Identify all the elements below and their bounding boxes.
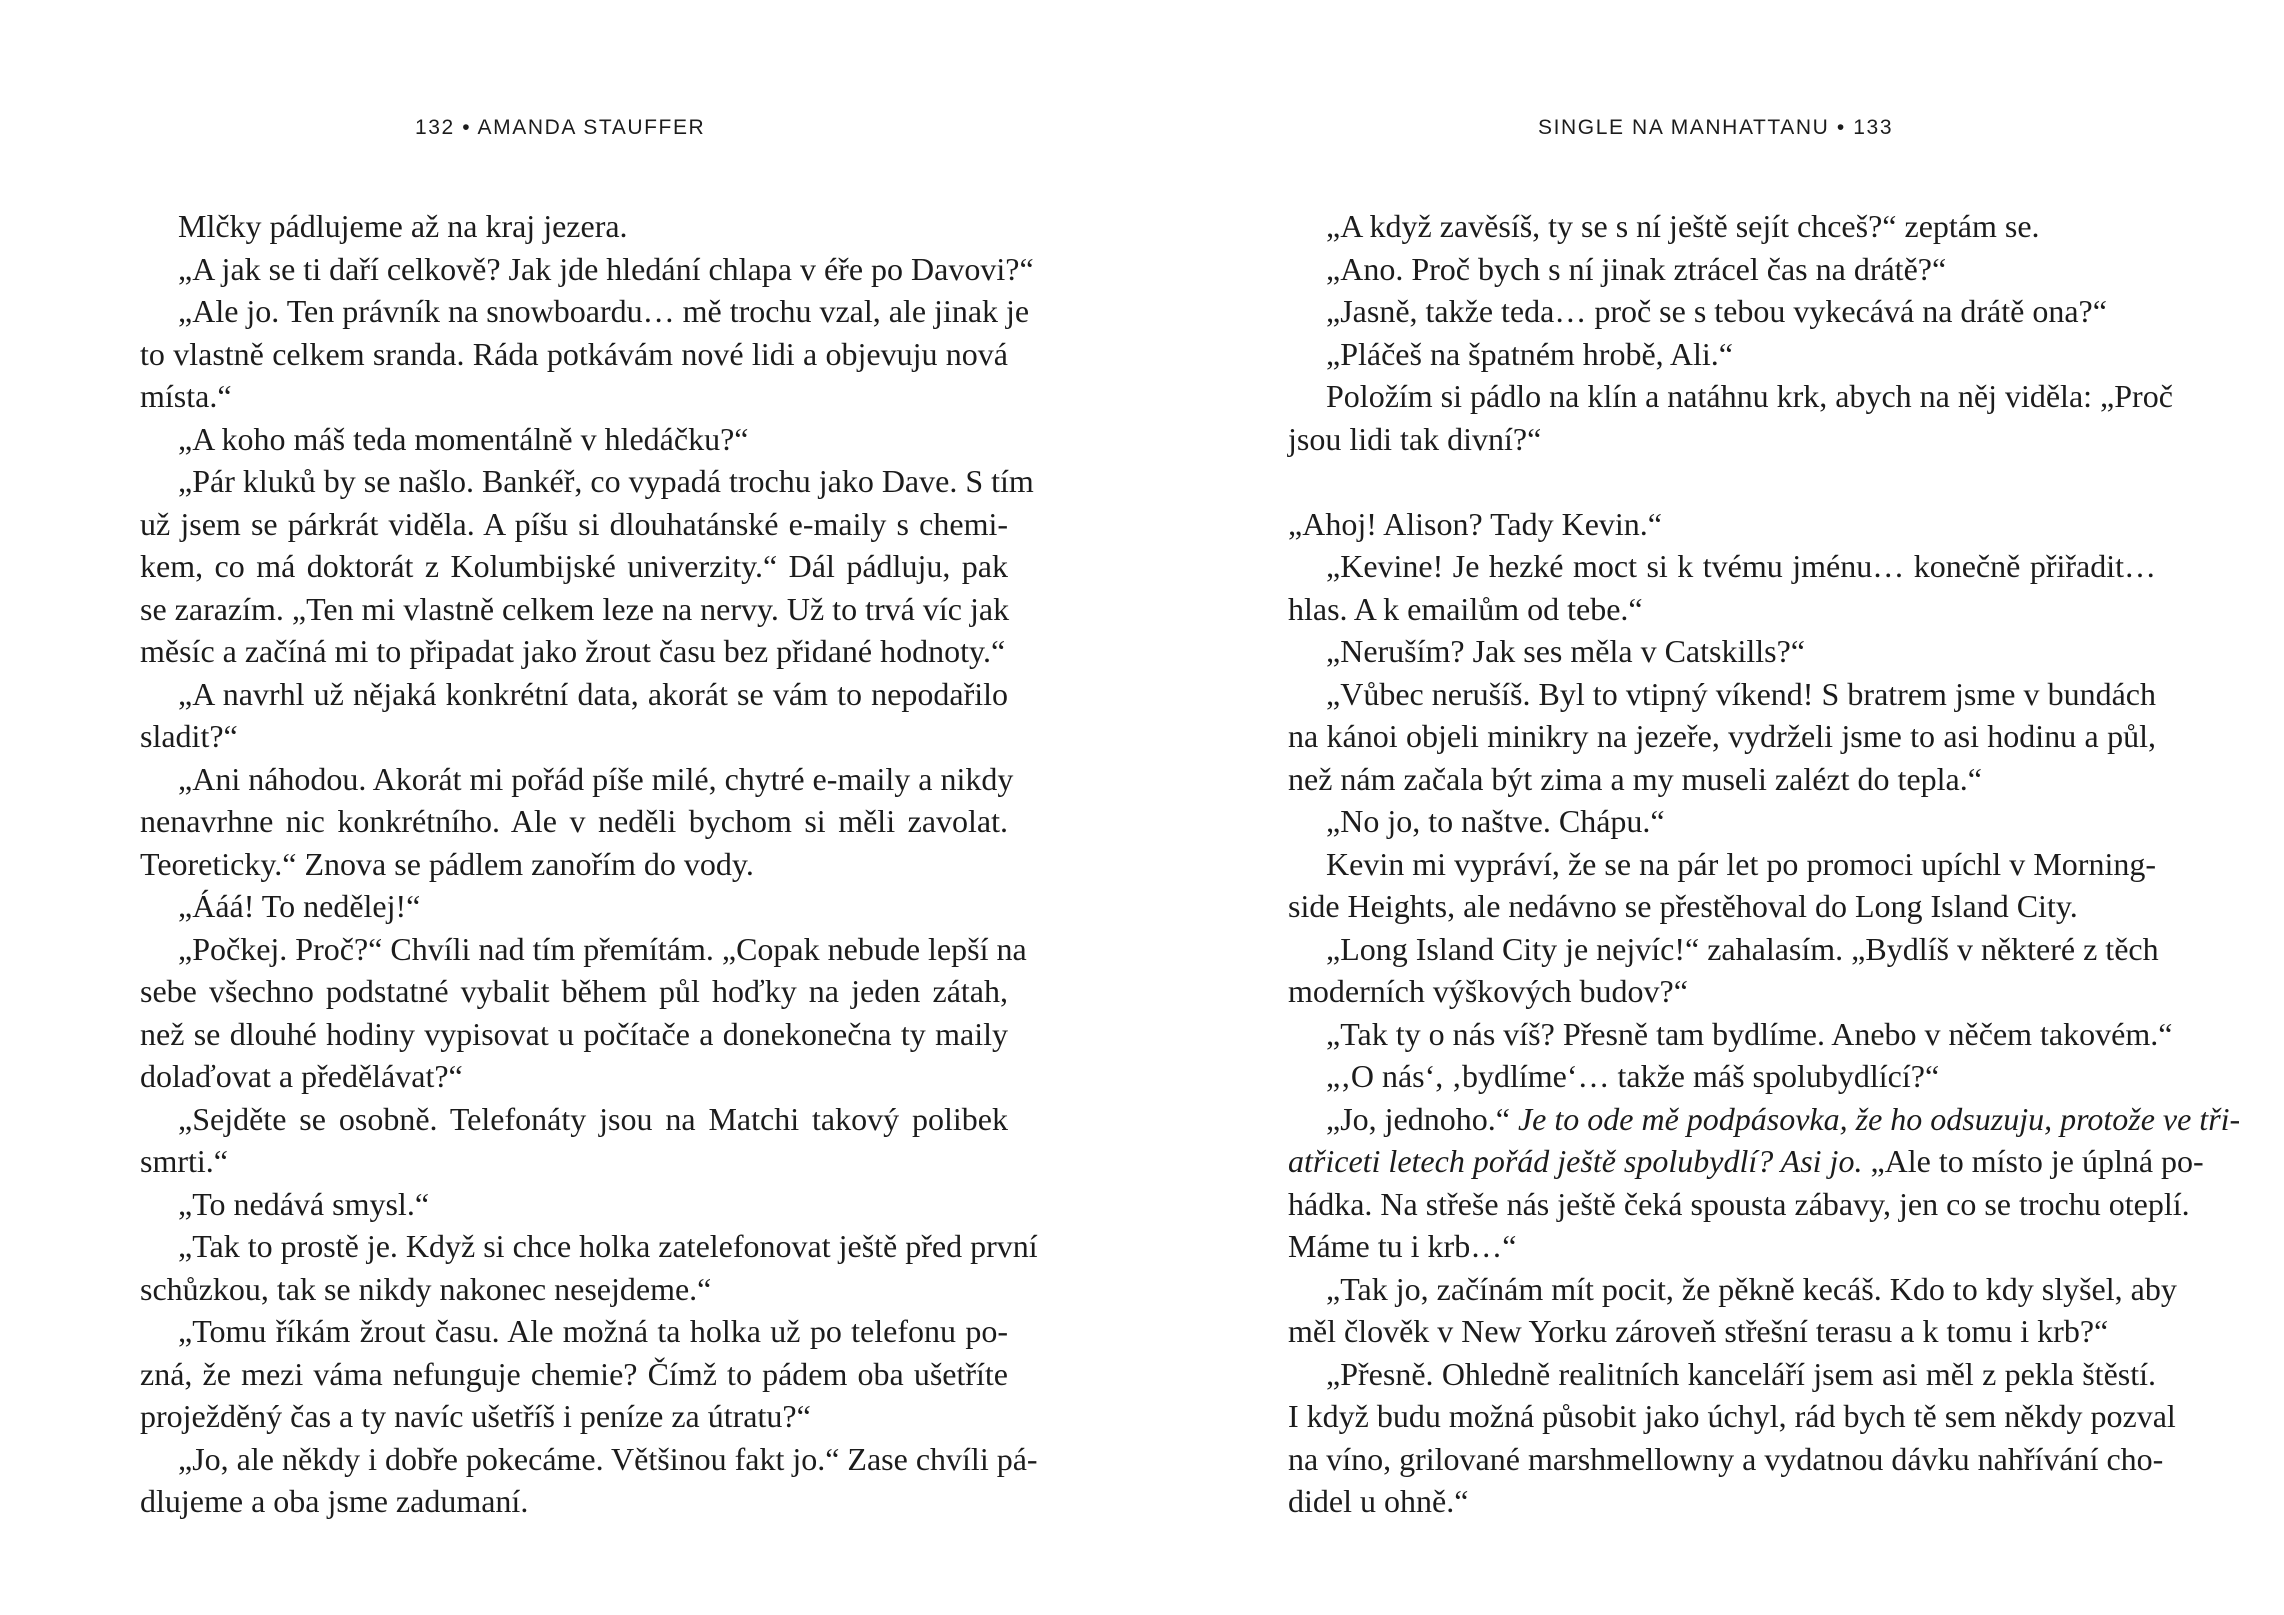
text-line: „Ano. Proč bych s ní jinak ztrácel čas na drátě?“ <box>1326 250 1947 287</box>
text-line: „Sejděte se osobně. Telefonáty jsou na Matchi takový polibek <box>178 1100 1008 1137</box>
text-line: moderních výškových budov?“ <box>1288 973 1688 1009</box>
text-line-mixed <box>1288 1140 2204 1183</box>
left-page-number: 132 <box>415 116 455 139</box>
text-line: než se dlouhé hodiny vypisovat u počítače a donekonečna ty maily <box>140 1015 1008 1052</box>
line-roman: „Ale to místo je úplná po- <box>1862 1143 2204 1179</box>
right-page-number: 133 <box>1853 116 1894 139</box>
text-line: „Tak ty o nás víš? Přesně tam bydlíme. Anebo v něčem takovém.“ <box>1326 1015 2173 1052</box>
text-line: „A když zavěsíš, ty se s ní ještě sejít chceš?“ zeptám se. <box>1326 208 2040 244</box>
right-running-head <box>1538 116 1893 140</box>
text-line: Kevin mi vypráví, že se na pár let po promoci upíchl v Morning- <box>1326 845 2156 882</box>
text-line: „Kevine! Je hezké moct si k tvému jménu… konečně přiřadit… <box>1326 548 2156 584</box>
text-line: „Ahoj! Alison? Tady Kevin.“ <box>1288 505 1662 542</box>
right-text-block <box>1288 205 2241 1523</box>
text-line: „Vůbec nerušíš. Byl to vtipný víkend! S bratrem jsme v bundách <box>1326 675 2156 712</box>
text-line: nenavrhne nic konkrétního. Ale v neděli bychom si měli zavolat. <box>140 803 1008 839</box>
text-line: side Heights, ale nedávno se přestěhoval do Long Island City. <box>1288 888 2078 924</box>
text-line: než nám začala být zima a my museli zalézt do tepla.“ <box>1288 760 1982 797</box>
text-line: „Tak to prostě je. Když si chce holka zatelefonovat ještě před první <box>178 1228 1038 1264</box>
text-line: „Jasně, takže teda… proč se s tebou vykecává na drátě ona?“ <box>1326 293 2107 329</box>
text-line: měl člověk v New Yorku zároveň střešní terasu a k tomu i krb?“ <box>1288 1313 2109 1349</box>
text-line: „A navrhl už nějaká konkrétní data, akorát se vám to nepodařilo <box>178 675 1008 712</box>
text-line: zná, že mezi váma nefunguje chemie? Čímž to pádem oba ušetříte <box>140 1355 1008 1392</box>
left-running-head <box>415 116 705 140</box>
author-name: AMANDA STAUFFER <box>477 116 706 139</box>
text-line: dolaďovat a předělávat?“ <box>140 1058 463 1094</box>
text-line: hádka. Na střeše nás ještě čeká spousta zábavy, jen co se trochu oteplí. <box>1288 1185 2190 1222</box>
text-line: Položím si pádlo na klín a natáhnu krk, abych na něj viděla: „Proč <box>1326 378 2173 414</box>
text-line: „Neruším? Jak ses měla v Catskills?“ <box>1326 633 1805 669</box>
text-line: „To nedává smysl.“ <box>178 1185 430 1222</box>
text-line: to vlastně celkem sranda. Ráda potkávám nové lidi a objevuju nová <box>140 335 1008 372</box>
text-line: sladit?“ <box>140 718 238 754</box>
line-roman: „Jo, jednoho.“ <box>1326 1100 1518 1137</box>
text-line: „‚O nás‘, ‚bydlíme‘… takže máš spolubydlící?“ <box>1326 1058 1940 1094</box>
text-line: dlujeme a oba jsme zadumaní. <box>140 1483 529 1519</box>
text-line: I když budu možná působit jako úchyl, rád bych tě sem někdy pozval <box>1288 1398 2176 1434</box>
text-line: „Přesně. Ohledně realitních kanceláří jsem asi měl z pekla štěstí. <box>1326 1355 2156 1392</box>
text-line: Mlčky pádlujeme až na kraj jezera. <box>178 208 628 244</box>
text-line: „Ááá! To nedělej!“ <box>178 888 421 924</box>
text-line: se zarazím. „Ten mi vlastně celkem leze na nervy. Už to trvá víc jak <box>140 590 1010 627</box>
text-line: „A koho máš teda momentálně v hledáčku?“ <box>178 420 749 457</box>
text-line: schůzkou, tak se nikdy nakonec nesejdeme.“ <box>140 1270 712 1307</box>
text-line: hlas. A k emailům od tebe.“ <box>1288 590 1643 627</box>
right-page <box>1142 0 2284 1615</box>
text-line: na kánoi objeli minikry na jezeře, vydrželi jsme to asi hodinu a půl, <box>1288 718 2156 754</box>
header-bullet: • <box>462 116 472 139</box>
text-line: „Počkej. Proč?“ Chvíli nad tím přemítám. „Copak nebude lepší na <box>178 930 1027 967</box>
text-line: „No jo, to naštve. Chápu.“ <box>1326 803 1665 839</box>
line-italic: atřiceti letech pořád ještě spolubydlí? Asi jo. <box>1288 1143 1863 1179</box>
line-italic: Je to ode mě podpásovka, že ho odsuzuju, protože ve tři- <box>1517 1100 2241 1137</box>
text-line: „Long Island City je nejvíc!“ zahalasím. „Bydlíš v některé z těch <box>1326 930 2159 967</box>
header-bullet: • <box>1836 116 1846 139</box>
text-line: Máme tu i krb…“ <box>1288 1228 1517 1264</box>
text-line: kem, co má doktorát z Kolumbijské univerzity.“ Dál pádluju, pak <box>140 548 1008 584</box>
left-text-block <box>140 205 1038 1523</box>
text-line: „Ani náhodou. Akorát mi pořád píše milé, chytré e-maily a nikdy <box>178 760 1014 797</box>
text-line: „Ale jo. Ten právník na snowboardu… mě trochu vzal, ale jinak je <box>178 293 1030 329</box>
text-line: sebe všechno podstatné vybalit během půl hoďky na jeden zátah, <box>140 973 1008 1009</box>
text-line: proježděný čas a ty navíc ušetříš i peníze za útratu?“ <box>140 1398 811 1434</box>
text-line: didel u ohně.“ <box>1288 1483 1469 1519</box>
text-line: „Pláčeš na špatném hrobě, Ali.“ <box>1326 335 1733 372</box>
text-line: už jsem se párkrát viděla. A píšu si dlouhatánské e-maily s chemi- <box>140 505 1008 542</box>
text-line: smrti.“ <box>140 1143 228 1179</box>
text-line: místa.“ <box>140 378 232 414</box>
text-line: „Jo, ale někdy i dobře pokecáme. Většinou fakt jo.“ Zase chvíli pá- <box>178 1440 1038 1477</box>
section-break <box>1288 460 2156 503</box>
text-line: „Tak jo, začínám mít pocit, že pěkně kecáš. Kdo to kdy slyšel, aby <box>1326 1270 2177 1307</box>
text-line: „Tomu říkám žrout času. Ale možná ta holka už po telefonu po- <box>178 1313 1008 1349</box>
text-line: jsou lidi tak divní?“ <box>1288 420 1542 457</box>
text-line: „Pár kluků by se našlo. Bankéř, co vypadá trochu jako Dave. S tím <box>178 463 1034 499</box>
book-title: SINGLE NA MANHATTANU <box>1538 116 1830 139</box>
text-line-mixed <box>1288 1098 2241 1141</box>
text-line: na víno, grilované marshmellowny a vydatnou dávku nahřívání cho- <box>1288 1440 2164 1477</box>
text-line: Teoreticky.“ Znova se pádlem zanořím do vody. <box>140 845 754 882</box>
text-line: „A jak se ti daří celkově? Jak jde hledání chlapa v éře po Davovi?“ <box>178 250 1034 287</box>
text-line: měsíc a začíná mi to připadat jako žrout času bez přidané hodnoty.“ <box>140 633 1006 669</box>
